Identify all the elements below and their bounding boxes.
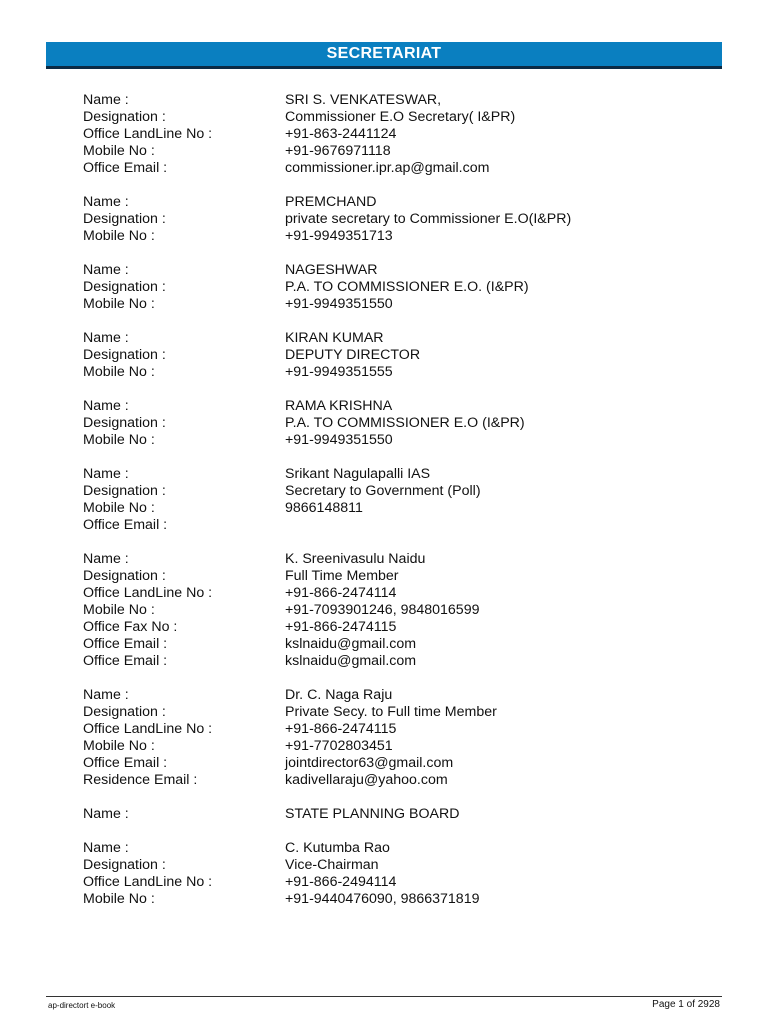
field-value: +91-9949351550 <box>285 296 393 312</box>
field-label: Name : <box>83 466 129 482</box>
field-label: Mobile No : <box>83 500 155 516</box>
record-field-row <box>83 415 703 432</box>
record-field-row <box>83 483 703 500</box>
record-field-row <box>83 857 703 874</box>
field-label: Mobile No : <box>83 228 155 244</box>
directory-record <box>83 466 703 534</box>
field-label: Mobile No : <box>83 296 155 312</box>
page-number: Page 1 of 2928 <box>652 999 720 1010</box>
field-value: commissioner.ipr.ap@gmail.com <box>285 160 490 176</box>
directory-record <box>83 194 703 245</box>
field-label: Mobile No : <box>83 891 155 907</box>
record-field-row <box>83 755 703 772</box>
field-label: Name : <box>83 92 129 108</box>
field-value: KIRAN KUMAR <box>285 330 384 346</box>
field-value: Secretary to Government (Poll) <box>285 483 481 499</box>
field-label: Designation : <box>83 704 166 720</box>
field-value: +91-866-2494114 <box>285 874 397 890</box>
field-label: Office Email : <box>83 517 168 533</box>
field-label: Designation : <box>83 347 166 363</box>
directory-record <box>83 551 703 670</box>
field-value: +91-866-2474115 <box>285 619 397 635</box>
record-field-row <box>83 517 703 534</box>
field-value: Commissioner E.O Secretary( I&PR) <box>285 109 516 125</box>
record-field-row <box>83 653 703 670</box>
field-value: C. Kutumba Rao <box>285 840 390 856</box>
field-value: +91-7093901246, 9848016599 <box>285 602 480 618</box>
field-label: Name : <box>83 840 129 856</box>
field-label: Designation : <box>83 415 166 431</box>
field-value: kslnaidu@gmail.com <box>285 636 417 652</box>
record-field-row <box>83 721 703 738</box>
field-value: RAMA KRISHNA <box>285 398 393 414</box>
field-value: Dr. C. Naga Raju <box>285 687 393 703</box>
record-field-row <box>83 500 703 517</box>
field-label: Designation : <box>83 857 166 873</box>
record-field-row <box>83 92 703 109</box>
directory-record <box>83 687 703 789</box>
field-label: Office Email : <box>83 653 168 669</box>
field-label: Office LandLine No : <box>83 126 213 142</box>
field-label: Name : <box>83 551 129 567</box>
field-label: Designation : <box>83 211 166 227</box>
field-value: +91-9949351555 <box>285 364 393 380</box>
field-value: NAGESHWAR <box>285 262 378 278</box>
record-field-row <box>83 109 703 126</box>
directory-record <box>83 330 703 381</box>
directory-records <box>83 92 703 925</box>
field-value: Full Time Member <box>285 568 399 584</box>
record-field-row <box>83 432 703 449</box>
field-value: +91-866-2474114 <box>285 585 397 601</box>
record-field-row <box>83 840 703 857</box>
field-value: 9866148811 <box>285 500 363 516</box>
field-value: +91-9949351713 <box>285 228 393 244</box>
record-field-row <box>83 262 703 279</box>
field-label: Mobile No : <box>83 738 155 754</box>
record-field-row <box>83 466 703 483</box>
field-label: Name : <box>83 398 129 414</box>
field-label: Name : <box>83 194 129 210</box>
field-value: +91-7702803451 <box>285 738 393 754</box>
field-value: PREMCHAND <box>285 194 377 210</box>
record-field-row <box>83 585 703 602</box>
field-value: K. Sreenivasulu Naidu <box>285 551 426 567</box>
record-field-row <box>83 364 703 381</box>
field-value: Private Secy. to Full time Member <box>285 704 497 720</box>
field-value: +91-9949351550 <box>285 432 393 448</box>
field-label: Name : <box>83 687 129 703</box>
record-field-row <box>83 143 703 160</box>
record-field-row <box>83 619 703 636</box>
directory-record <box>83 92 703 177</box>
record-field-row <box>83 806 703 823</box>
record-field-row <box>83 874 703 891</box>
record-field-row <box>83 891 703 908</box>
directory-record <box>83 398 703 449</box>
directory-record <box>83 262 703 313</box>
field-label: Office LandLine No : <box>83 721 213 737</box>
record-field-row <box>83 636 703 653</box>
field-label: Mobile No : <box>83 143 155 159</box>
field-label: Designation : <box>83 483 166 499</box>
record-field-row <box>83 704 703 721</box>
field-label: Office Email : <box>83 755 168 771</box>
field-label: Designation : <box>83 568 166 584</box>
record-field-row <box>83 211 703 228</box>
field-label: Office Email : <box>83 160 168 176</box>
field-value: +91-863-2441124 <box>285 126 397 142</box>
record-field-row <box>83 772 703 789</box>
field-label: Residence Email : <box>83 772 198 788</box>
directory-record <box>83 840 703 908</box>
section-header-bar <box>46 42 722 69</box>
field-label: Office LandLine No : <box>83 585 213 601</box>
field-label: Name : <box>83 330 129 346</box>
record-field-row <box>83 126 703 143</box>
field-label: Mobile No : <box>83 602 155 618</box>
field-label: Name : <box>83 262 129 278</box>
record-field-row <box>83 347 703 364</box>
field-value: private secretary to Commissioner E.O(I&PR) <box>285 211 572 227</box>
field-value: DEPUTY DIRECTOR <box>285 347 421 363</box>
field-label: Mobile No : <box>83 432 155 448</box>
record-field-row <box>83 296 703 313</box>
field-value: kadivellaraju@yahoo.com <box>285 772 448 788</box>
record-field-row <box>83 194 703 211</box>
field-label: Mobile No : <box>83 364 155 380</box>
field-value <box>285 517 703 534</box>
record-field-row <box>83 398 703 415</box>
record-field-row <box>83 687 703 704</box>
section-title: SECRETARIAT <box>326 45 442 62</box>
field-value: Srikant Nagulapalli IAS <box>285 466 431 482</box>
field-value: Vice-Chairman <box>285 857 379 873</box>
field-label: Designation : <box>83 279 166 295</box>
field-value: STATE PLANNING BOARD <box>285 806 460 822</box>
field-value: +91-9676971118 <box>285 143 391 159</box>
record-field-row <box>83 602 703 619</box>
field-value: SRI S. VENKATESWAR, <box>285 92 442 108</box>
field-value: P.A. TO COMMISSIONER E.O. (I&PR) <box>285 279 529 295</box>
field-value: jointdirector63@gmail.com <box>285 755 454 771</box>
record-field-row <box>83 568 703 585</box>
footer-divider <box>46 996 722 997</box>
field-label: Name : <box>83 806 129 822</box>
record-field-row <box>83 551 703 568</box>
record-field-row <box>83 738 703 755</box>
record-field-row <box>83 228 703 245</box>
field-label: Office Fax No : <box>83 619 178 635</box>
field-label: Designation : <box>83 109 166 125</box>
field-label: Office LandLine No : <box>83 874 213 890</box>
field-value: +91-866-2474115 <box>285 721 397 737</box>
field-label: Office Email : <box>83 636 168 652</box>
directory-record <box>83 806 703 823</box>
record-field-row <box>83 330 703 347</box>
footer-source-label: ap-directort e-book <box>48 1001 116 1010</box>
field-value: +91-9440476090, 9866371819 <box>285 891 480 907</box>
field-value: P.A. TO COMMISSIONER E.O (I&PR) <box>285 415 525 431</box>
record-field-row <box>83 160 703 177</box>
field-value: kslnaidu@gmail.com <box>285 653 417 669</box>
record-field-row <box>83 279 703 296</box>
